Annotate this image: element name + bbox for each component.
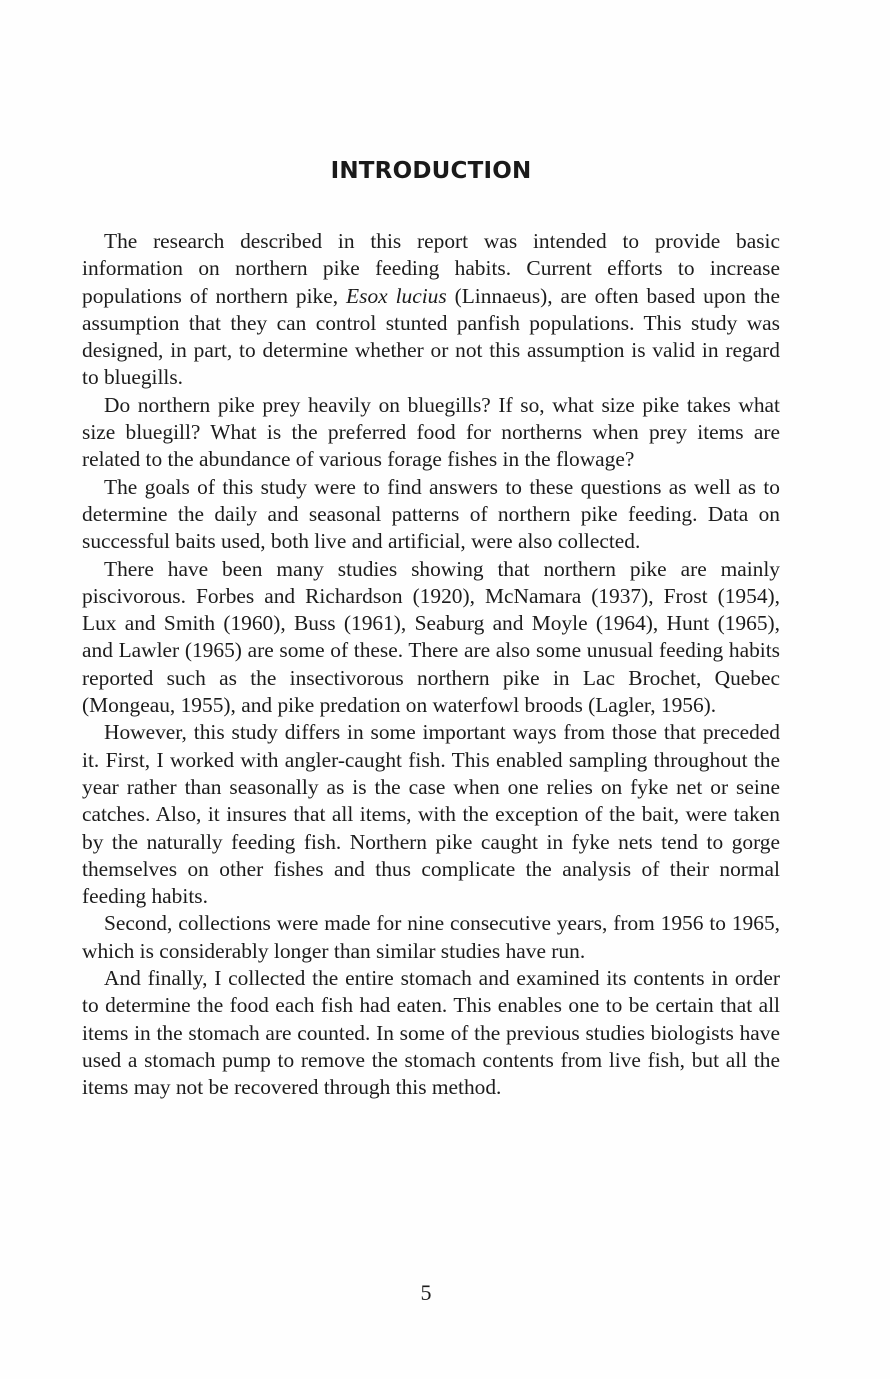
paragraph-6: Second, collections were made for nine consecutive years, from 1956 to 1965, which is considerably longer than similar studies have run.	[82, 911, 780, 963]
paragraph-2: Do northern pike prey heavily on bluegills? If so, what size pike takes what size bluegill? What is the preferred food for northerns when prey items are related to the abundance of various forage fishes in the flowage?	[82, 392, 780, 472]
paragraph-1-text-cont: (Linnaeus), are often based upon the assumption that they can control stunted panfish populations. This study was designed, in part, to determine whether or not this assumption is valid in regard to bluegills.	[82, 283, 780, 390]
paragraph-1	[82, 228, 780, 392]
species-name: Esox lucius	[346, 283, 447, 308]
paragraph-5: However, this study differs in some important ways from those that preceded it. First, I worked with angler-caught fish. This enabled sampling throughout the year rather than seasonally as is the case when one relies on fyke net or seine catches. Also, it insures that all items, with the exception of the bait, were taken by the naturally feeding fish. Northern pike caught in fyke nets tend to gorge themselves on other fishes and thus complicate the analysis of their normal feeding habits.	[82, 720, 780, 909]
paragraph-1-text: The research described in this report was intended to provide basic information on northern pike feeding habits. Current efforts to increase populations of northern pike,	[82, 229, 780, 308]
paragraph-4: There have been many studies showing that northern pike are mainly piscivorous. Forbes and Richardson (1920), McNamara (1937), Frost (1954), Lux and Smith (1960), Buss (1961), Seaburg and Moyle (1964), Hunt (1965), and Lawler (1965) are some of these. There are also some unusual feeding habits reported such as the insectivorous northern pike in Lac Brochet, Quebec (Mongeau, 1955), and pike predation on waterfowl broods (Lagler, 1956).	[82, 556, 780, 718]
paragraph-3: The goals of this study were to find answers to these questions as well as to determine the daily and seasonal patterns of northern pike feeding. Data on successful baits used, both live and artificial, were also collected.	[82, 474, 780, 554]
section-heading: INTRODUCTION	[330, 158, 532, 184]
page-number: 5	[420, 1280, 432, 1305]
body-text	[82, 228, 780, 1102]
paragraph-7: And finally, I collected the entire stomach and examined its contents in order to determine the food each fish had eaten. This enables one to be certain that all items in the stomach are counted. In some of the previous studies biologists have used a stomach pump to remove the stomach contents from live fish, but all the items may not be recovered through this method.	[82, 966, 780, 1100]
